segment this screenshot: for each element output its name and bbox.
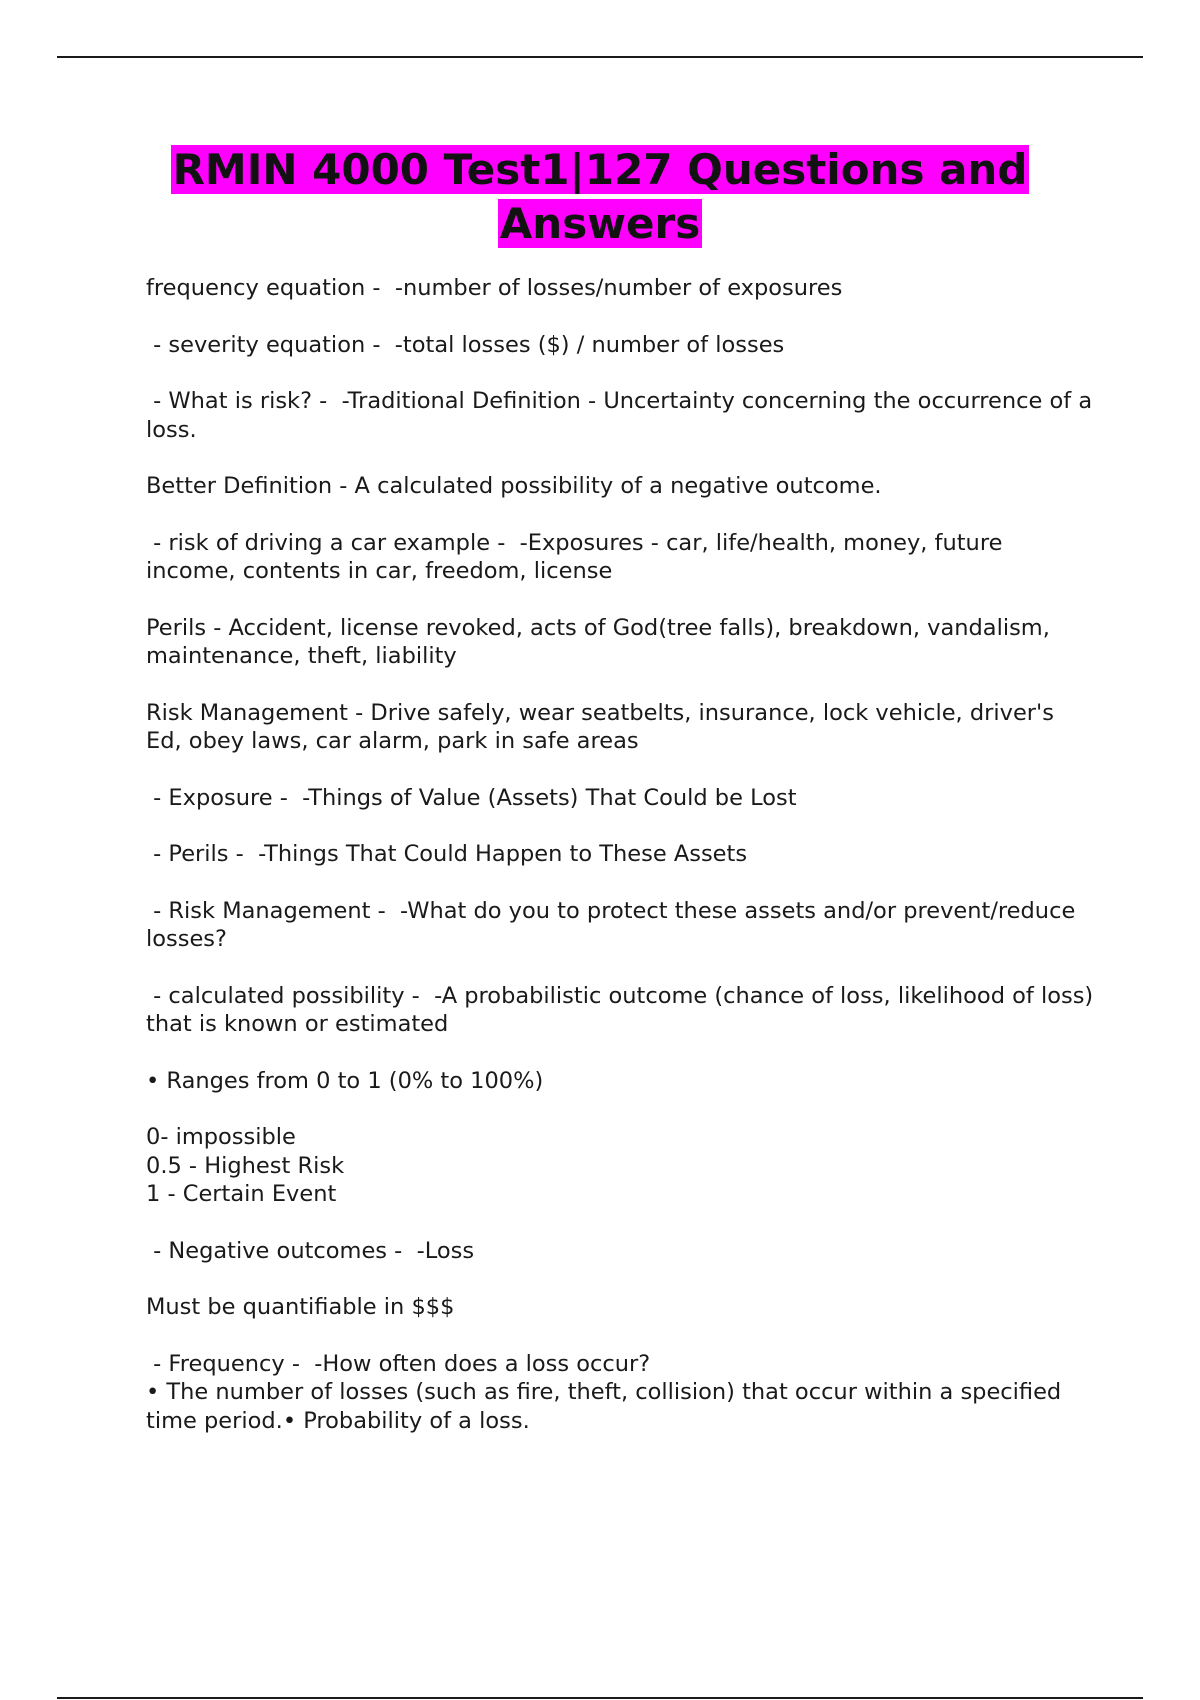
qa-entry-line: • The number of losses (such as fire, theft, collision) that occur within a specified time period.• Probability of a loss. bbox=[146, 1379, 1069, 1434]
qa-entry bbox=[146, 1067, 1096, 1096]
qa-entry bbox=[146, 897, 1096, 954]
qa-entry bbox=[146, 614, 1096, 671]
qa-entry bbox=[146, 699, 1096, 756]
qa-entry-line: 0- impossible bbox=[146, 1124, 296, 1150]
qa-entry-line: - Frequency - -How often does a loss occur? bbox=[146, 1350, 651, 1377]
qa-entry bbox=[146, 387, 1100, 444]
qa-entry-line: • Ranges from 0 to 1 (0% to 100%) bbox=[146, 1067, 544, 1094]
qa-entry-line: Risk Management - Drive safely, wear seatbelts, insurance, lock vehicle, driver's Ed, obey laws, car alarm, park in safe areas bbox=[146, 699, 1062, 754]
qa-entry-line: - severity equation - -total losses ($) / number of losses bbox=[146, 331, 785, 358]
footer-rule bbox=[57, 1697, 1143, 1699]
document-title bbox=[100, 143, 1100, 251]
qa-entry-line: - calculated possibility - -A probabilistic outcome (chance of loss, likelihood of loss) that is known or estimated bbox=[146, 982, 1101, 1037]
qa-entry-line: Perils - Accident, license revoked, acts of God(tree falls), breakdown, vandalism, maintenance, theft, liability bbox=[146, 614, 1058, 669]
qa-entry bbox=[146, 982, 1101, 1039]
qa-entry-line: 1 - Certain Event bbox=[146, 1181, 337, 1207]
qa-entry-line: - Perils - -Things That Could Happen to These Assets bbox=[146, 841, 748, 867]
qa-entry bbox=[146, 529, 1096, 586]
qa-entry-line: - Exposure - -Things of Value (Assets) That Could be Lost bbox=[146, 784, 797, 811]
qa-entry-line: Must be quantifiable in $$$ bbox=[146, 1294, 455, 1320]
qa-entry-line: Better Definition - A calculated possibility of a negative outcome. bbox=[146, 473, 882, 499]
qa-entry-line: - What is risk? - -Traditional Definition - Uncertainty concerning the occurrence of a loss. bbox=[146, 388, 1100, 443]
qa-entry bbox=[146, 331, 1096, 360]
qa-entry bbox=[146, 1350, 1096, 1436]
qa-entry bbox=[146, 274, 1096, 303]
qa-entry bbox=[146, 1237, 1096, 1266]
qa-entry bbox=[146, 1123, 1096, 1209]
document-body bbox=[146, 274, 1101, 1463]
document-title-text: RMIN 4000 Test1|127 Questions and Answers bbox=[172, 145, 1028, 248]
qa-entry bbox=[146, 784, 1096, 813]
qa-entry-line: - risk of driving a car example - -Exposures - car, life/health, money, future income, contents in car, freedom, license bbox=[146, 529, 1010, 584]
qa-entry bbox=[146, 840, 1096, 869]
qa-entry bbox=[146, 472, 1096, 501]
qa-entry-line: - Negative outcomes - -Loss bbox=[146, 1237, 475, 1264]
qa-entry-line: 0.5 - Highest Risk bbox=[146, 1152, 345, 1179]
qa-entry-line: frequency equation - -number of losses/number of exposures bbox=[146, 275, 843, 301]
qa-entry-line: - Risk Management - -What do you to protect these assets and/or prevent/reduce losses? bbox=[146, 897, 1083, 952]
qa-entry bbox=[146, 1293, 1096, 1322]
header-rule bbox=[57, 56, 1143, 58]
